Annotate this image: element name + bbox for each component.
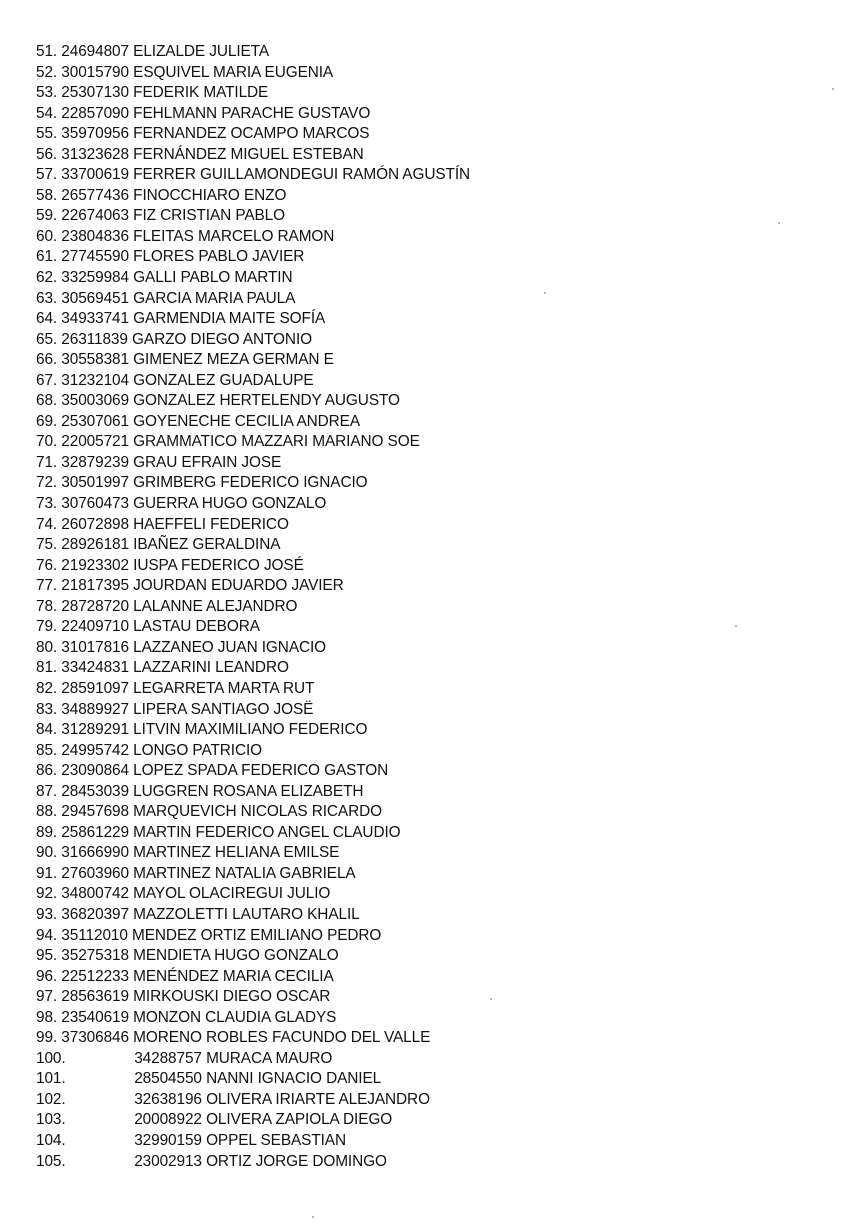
entry-name: GONZALEZ HERTELENDY AUGUSTO <box>133 392 400 410</box>
list-item <box>36 371 816 392</box>
list-item <box>36 1028 816 1049</box>
list-item <box>36 967 816 988</box>
entry-name: ESQUIVEL MARIA EUGENIA <box>133 63 334 81</box>
entry-number: 74. <box>36 515 58 533</box>
entry-number: 71. <box>36 453 58 471</box>
list-item <box>36 289 816 310</box>
entry-name: FERNÁNDEZ MIGUEL ESTEBAN <box>133 145 364 163</box>
entry-dni: 33259984 <box>61 269 129 287</box>
entry-number: 91. <box>36 864 58 882</box>
entry-dni: 23090864 <box>61 762 129 780</box>
scan-speck <box>312 1216 314 1218</box>
entry-number: 68. <box>36 392 58 410</box>
scan-speck <box>778 222 780 224</box>
list-item <box>36 412 816 433</box>
list-item <box>36 494 816 515</box>
list-item <box>36 42 816 63</box>
entry-dni: 25861229 <box>61 823 129 841</box>
entry-name: IUSPA FEDERICO JOSÉ <box>133 556 304 574</box>
entry-number: 61. <box>36 248 58 266</box>
entry-number: 83. <box>36 700 58 718</box>
entry-number: 100. <box>36 1049 66 1067</box>
entry-dni: 28591097 <box>61 679 129 697</box>
scan-speck <box>832 88 834 90</box>
list-item <box>36 432 816 453</box>
entry-name: MENÉNDEZ MARIA CECILIA <box>133 967 334 985</box>
entry-number: 87. <box>36 782 58 800</box>
entry-dni: 28453039 <box>61 782 129 800</box>
list-item <box>36 617 816 638</box>
entry-dni: 22409710 <box>61 618 129 636</box>
entry-dni: 33424831 <box>61 659 129 677</box>
entry-number: 76. <box>36 556 58 574</box>
entry-number: 103. <box>36 1111 66 1129</box>
entry-dni: 30558381 <box>61 351 129 369</box>
entry-dni: 30760473 <box>61 495 129 513</box>
entry-name: FLEITAS MARCELO RAMON <box>133 227 335 245</box>
entry-name: MURACA MAURO <box>206 1049 333 1067</box>
entry-dni: 28728720 <box>61 597 129 615</box>
entry-name: MARTINEZ NATALIA GABRIELA <box>133 864 356 882</box>
entry-number: 98. <box>36 1008 58 1026</box>
entry-name: LONGO PATRICIO <box>133 741 263 759</box>
entry-dni: 21923302 <box>61 556 129 574</box>
entry-name: GRAMMATICO MAZZARI MARIANO SOE <box>133 433 420 451</box>
entry-dni: 34800742 <box>61 885 129 903</box>
entry-name: MAYOL OLACIREGUI JULIO <box>133 885 331 903</box>
entry-number: 99. <box>36 1029 58 1047</box>
entry-number: 86. <box>36 762 58 780</box>
entry-number: 55. <box>36 125 58 143</box>
entry-number: 93. <box>36 905 58 923</box>
list-item <box>36 63 816 84</box>
list-item <box>36 535 816 556</box>
list-item <box>36 884 816 905</box>
entry-number: 63. <box>36 289 58 307</box>
entry-name: FERNANDEZ OCAMPO MARCOS <box>133 125 370 143</box>
entry-dni: 23002913 <box>134 1152 202 1170</box>
entry-dni: 27745590 <box>61 248 129 266</box>
entry-name: MORENO ROBLES FACUNDO DEL VALLE <box>133 1029 431 1047</box>
entry-number: 95. <box>36 947 58 965</box>
entry-name: MIRKOUSKI DIEGO OSCAR <box>133 988 331 1006</box>
entry-number: 53. <box>36 84 58 102</box>
entry-dni: 34288757 <box>134 1049 202 1067</box>
entry-name: JOURDAN EDUARDO JAVIER <box>133 577 344 595</box>
list-item <box>36 104 816 125</box>
entry-dni: 22005721 <box>61 433 129 451</box>
entry-dni: 30501997 <box>61 474 129 492</box>
list-item <box>36 1090 816 1111</box>
entry-dni: 35970956 <box>61 125 129 143</box>
entry-name: ORTIZ JORGE DOMINGO <box>206 1152 387 1170</box>
list-item <box>36 946 816 967</box>
list-item <box>36 1110 816 1131</box>
entry-name: FERRER GUILLAMONDEGUI RAMÓN AGUSTÍN <box>133 166 471 184</box>
entry-number: 65. <box>36 330 58 348</box>
entry-dni: 22857090 <box>61 104 129 122</box>
entry-name: MARQUEVICH NICOLAS RICARDO <box>133 803 382 821</box>
list-item <box>36 741 816 762</box>
entry-dni: 28563619 <box>61 988 129 1006</box>
entry-name: GRAU EFRAIN JOSE <box>133 453 282 471</box>
list-item <box>36 515 816 536</box>
entry-number: 69. <box>36 412 58 430</box>
entry-name: OLIVERA ZAPIOLA DIEGO <box>206 1111 393 1129</box>
entry-number: 57. <box>36 166 58 184</box>
list-item <box>36 926 816 947</box>
list-item <box>36 186 816 207</box>
entry-dni: 31232104 <box>61 371 129 389</box>
entry-name: ELIZALDE JULIETA <box>133 43 269 60</box>
entry-number: 72. <box>36 474 58 492</box>
entry-dni: 23540619 <box>61 1008 129 1026</box>
entry-dni: 25307130 <box>61 84 129 102</box>
list-item <box>36 1008 816 1029</box>
entry-dni: 33700619 <box>61 166 129 184</box>
entry-dni: 27603960 <box>61 864 129 882</box>
entry-dni: 35112010 <box>61 926 128 944</box>
entry-number: 62. <box>36 269 58 287</box>
entry-dni: 35003069 <box>61 392 129 410</box>
entry-dni: 35275318 <box>61 947 129 965</box>
entry-dni: 34933741 <box>61 310 129 328</box>
list-item <box>36 206 816 227</box>
list-item <box>36 165 816 186</box>
list-item <box>36 905 816 926</box>
entry-dni: 37306846 <box>61 1029 129 1047</box>
entry-number: 104. <box>36 1131 66 1149</box>
entry-name: GIMENEZ MEZA GERMAN E <box>133 351 334 369</box>
list-item <box>36 700 816 721</box>
entry-dni: 28926181 <box>61 536 129 554</box>
entry-name: GUERRA HUGO GONZALO <box>133 495 327 513</box>
entry-name: GARCIA MARIA PAULA <box>133 289 296 307</box>
entry-name: LIPERA SANTIAGO JOSË <box>133 700 314 718</box>
list-item <box>36 83 816 104</box>
list-item <box>36 124 816 145</box>
entry-name: LALANNE ALEJANDRO <box>133 597 298 615</box>
entry-dni: 24995742 <box>61 741 129 759</box>
entry-name: MARTIN FEDERICO ANGEL CLAUDIO <box>133 823 401 841</box>
entry-dni: 28504550 <box>134 1070 202 1088</box>
list-item <box>36 247 816 268</box>
entry-number: 66. <box>36 351 58 369</box>
entry-name: FLORES PABLO JAVIER <box>133 248 305 266</box>
entry-name: OLIVERA IRIARTE ALEJANDRO <box>206 1090 430 1108</box>
entry-number: 97. <box>36 988 58 1006</box>
entry-name: FEDERIK MATILDE <box>133 84 269 102</box>
entry-dni: 31666990 <box>61 844 129 862</box>
list-item <box>36 864 816 885</box>
entry-dni: 31289291 <box>61 721 129 739</box>
entry-dni: 22674063 <box>61 207 129 225</box>
entry-name: LUGGREN ROSANA ELIZABETH <box>133 782 364 800</box>
entry-number: 73. <box>36 495 58 513</box>
list-item <box>36 268 816 289</box>
entry-name: LITVIN MAXIMILIANO FEDERICO <box>133 721 368 739</box>
entry-dni: 26072898 <box>61 515 129 533</box>
list-item <box>36 1069 816 1090</box>
entry-name: FEHLMANN PARACHE GUSTAVO <box>133 104 371 122</box>
entry-number: 105. <box>36 1152 66 1170</box>
entry-dni: 31017816 <box>61 638 129 656</box>
entry-name: GOYENECHE CECILIA ANDREA <box>133 412 360 430</box>
list-item <box>36 453 816 474</box>
entry-number: 59. <box>36 207 58 225</box>
entry-dni: 26577436 <box>61 186 129 204</box>
entry-number: 89. <box>36 823 58 841</box>
list-item <box>36 350 816 371</box>
entry-number: 58. <box>36 186 58 204</box>
entry-dni: 26311839 <box>61 330 128 348</box>
entry-list <box>36 42 816 1172</box>
entry-number: 51. <box>36 43 58 60</box>
list-item <box>36 597 816 618</box>
entry-dni: 29457698 <box>61 803 129 821</box>
list-item <box>36 576 816 597</box>
list-item <box>36 473 816 494</box>
entry-name: GARMENDIA MAITE SOFÍA <box>133 310 326 328</box>
entry-number: 102. <box>36 1090 66 1108</box>
scan-speck <box>735 625 737 627</box>
list-item <box>36 1131 816 1152</box>
scan-speck <box>544 292 546 294</box>
list-item <box>36 658 816 679</box>
entry-dni: 22512233 <box>61 967 129 985</box>
entry-number: 77. <box>36 577 58 595</box>
entry-number: 54. <box>36 104 58 122</box>
entry-name: MONZON CLAUDIA GLADYS <box>133 1008 337 1026</box>
list-item <box>36 802 816 823</box>
list-item <box>36 987 816 1008</box>
entry-number: 96. <box>36 967 58 985</box>
entry-number: 78. <box>36 597 58 615</box>
entry-name: MENDIETA HUGO GONZALO <box>133 947 339 965</box>
entry-dni: 30569451 <box>61 289 129 307</box>
entry-number: 101. <box>36 1070 66 1088</box>
entry-name: MENDEZ ORTIZ EMILIANO PEDRO <box>132 926 382 944</box>
entry-name: LAZZARINI LEANDRO <box>133 659 289 677</box>
entry-name: LOPEZ SPADA FEDERICO GASTON <box>133 762 389 780</box>
list-item <box>36 782 816 803</box>
entry-dni: 32638196 <box>134 1090 202 1108</box>
entry-number: 56. <box>36 145 58 163</box>
entry-dni: 25307061 <box>61 412 129 430</box>
list-item <box>36 145 816 166</box>
list-item <box>36 823 816 844</box>
entry-number: 92. <box>36 885 58 903</box>
entry-name: FINOCCHIARO ENZO <box>133 186 287 204</box>
entry-number: 90. <box>36 844 58 862</box>
entry-number: 60. <box>36 227 58 245</box>
list-item <box>36 679 816 700</box>
entry-number: 70. <box>36 433 58 451</box>
entry-dni: 34889927 <box>61 700 129 718</box>
entry-name: HAEFFELI FEDERICO <box>133 515 289 533</box>
entry-name: GALLI PABLO MARTIN <box>133 269 293 287</box>
entry-number: 88. <box>36 803 58 821</box>
entry-name: IBAÑEZ GERALDINA <box>133 536 281 554</box>
entry-dni: 20008922 <box>134 1111 202 1129</box>
entry-name: GARZO DIEGO ANTONIO <box>132 330 312 348</box>
entry-name: LEGARRETA MARTA RUT <box>133 679 315 697</box>
entry-dni: 36820397 <box>61 905 129 923</box>
entry-number: 67. <box>36 371 58 389</box>
list-item <box>36 761 816 782</box>
entry-dni: 30015790 <box>61 63 129 81</box>
entry-name: GRIMBERG FEDERICO IGNACIO <box>133 474 368 492</box>
entry-number: 94. <box>36 926 58 944</box>
list-item <box>36 1152 816 1173</box>
list-item <box>36 227 816 248</box>
list-item <box>36 391 816 412</box>
list-item <box>36 330 816 351</box>
scan-speck <box>490 998 492 1000</box>
list-item <box>36 309 816 330</box>
entry-number: 79. <box>36 618 58 636</box>
entry-number: 64. <box>36 310 58 328</box>
entry-name: OPPEL SEBASTIAN <box>206 1131 346 1149</box>
list-item <box>36 720 816 741</box>
entry-name: FIZ CRISTIAN PABLO <box>133 207 286 225</box>
entry-name: LAZZANEO JUAN IGNACIO <box>133 638 327 656</box>
entry-name: NANNI IGNACIO DANIEL <box>206 1070 382 1088</box>
entry-dni: 31323628 <box>61 145 129 163</box>
list-item <box>36 1049 816 1070</box>
entry-dni: 24694807 <box>61 43 129 60</box>
entry-dni: 21817395 <box>61 577 129 595</box>
entry-name: MARTINEZ HELIANA EMILSE <box>133 844 340 862</box>
entry-dni: 23804836 <box>61 227 129 245</box>
list-item <box>36 843 816 864</box>
entry-number: 80. <box>36 638 58 656</box>
entry-number: 84. <box>36 721 58 739</box>
entry-number: 75. <box>36 536 58 554</box>
entry-number: 82. <box>36 679 58 697</box>
entry-name: LASTAU DEBORA <box>133 618 260 636</box>
entry-number: 85. <box>36 741 58 759</box>
entry-name: GONZALEZ GUADALUPE <box>133 371 314 389</box>
entry-number: 52. <box>36 63 58 81</box>
list-item <box>36 638 816 659</box>
entry-dni: 32990159 <box>134 1131 202 1149</box>
list-item <box>36 556 816 577</box>
entry-dni: 32879239 <box>61 453 129 471</box>
entry-name: MAZZOLETTI LAUTARO KHALIL <box>133 905 360 923</box>
entry-number: 81. <box>36 659 58 677</box>
